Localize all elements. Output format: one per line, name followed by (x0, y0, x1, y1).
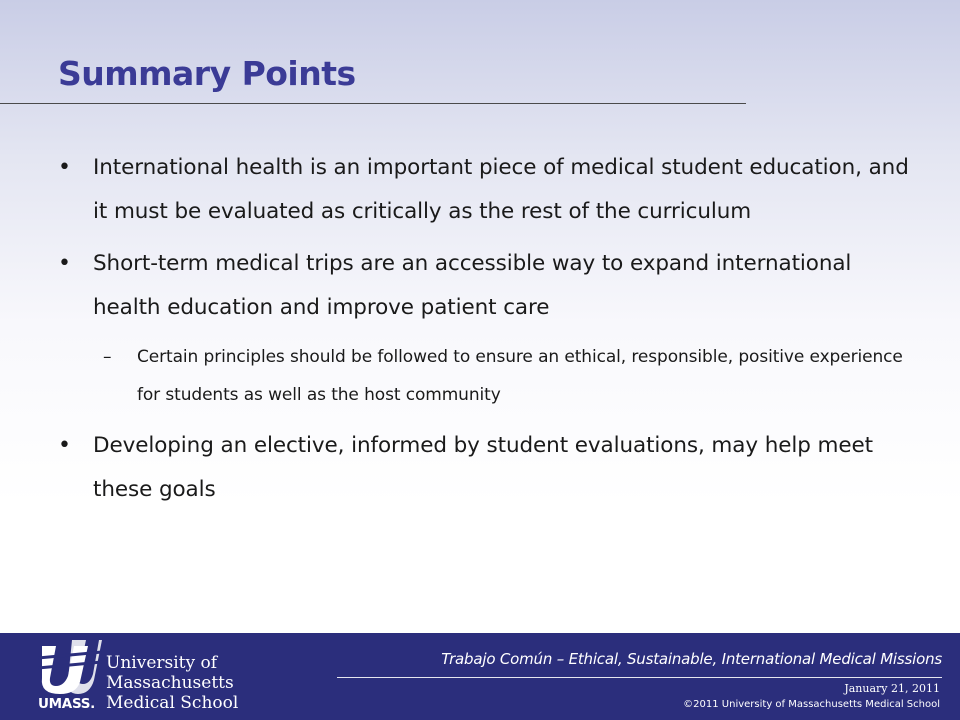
sub-bullet-item (58, 338, 918, 414)
sub-bullet-marker: – (103, 347, 112, 367)
sub-bullet-text: Certain principles should be followed to ensure an ethical, responsible, positive experience for students as well as the host community (137, 347, 903, 405)
presentation-title: Trabajo Común – Ethical, Sustainable, International Medical Missions (441, 650, 942, 668)
institution-line: Medical School (106, 693, 239, 713)
bullet-marker: • (58, 155, 71, 180)
institution-line: University of (106, 653, 218, 673)
umass-logo-icon (38, 638, 102, 696)
slide-content (58, 146, 918, 520)
title-divider (0, 103, 746, 104)
slide-title: Summary Points (58, 54, 356, 93)
copyright-notice: ©2011 University of Massachusetts Medical School (683, 699, 940, 710)
bullet-text: Short-term medical trips are an accessible way to expand international health education and improve patient care (93, 251, 852, 320)
institution-line: Massachusetts (106, 673, 234, 693)
slide-footer (0, 633, 960, 720)
bullet-item (58, 242, 918, 330)
umass-wordmark: UMASS. (38, 696, 96, 712)
footer-divider (337, 677, 942, 678)
bullet-marker: • (58, 251, 71, 276)
bullet-text: Developing an elective, informed by student evaluations, may help meet these goals (93, 433, 873, 502)
bullet-item (58, 146, 918, 234)
institution-name (106, 653, 238, 713)
bullet-marker: • (58, 433, 71, 458)
presentation-date: January 21, 2011 (844, 682, 940, 695)
bullet-item (58, 424, 918, 512)
bullet-text: International health is an important piece of medical student education, and it must be evaluated as critically as the rest of the curriculum (93, 155, 909, 224)
